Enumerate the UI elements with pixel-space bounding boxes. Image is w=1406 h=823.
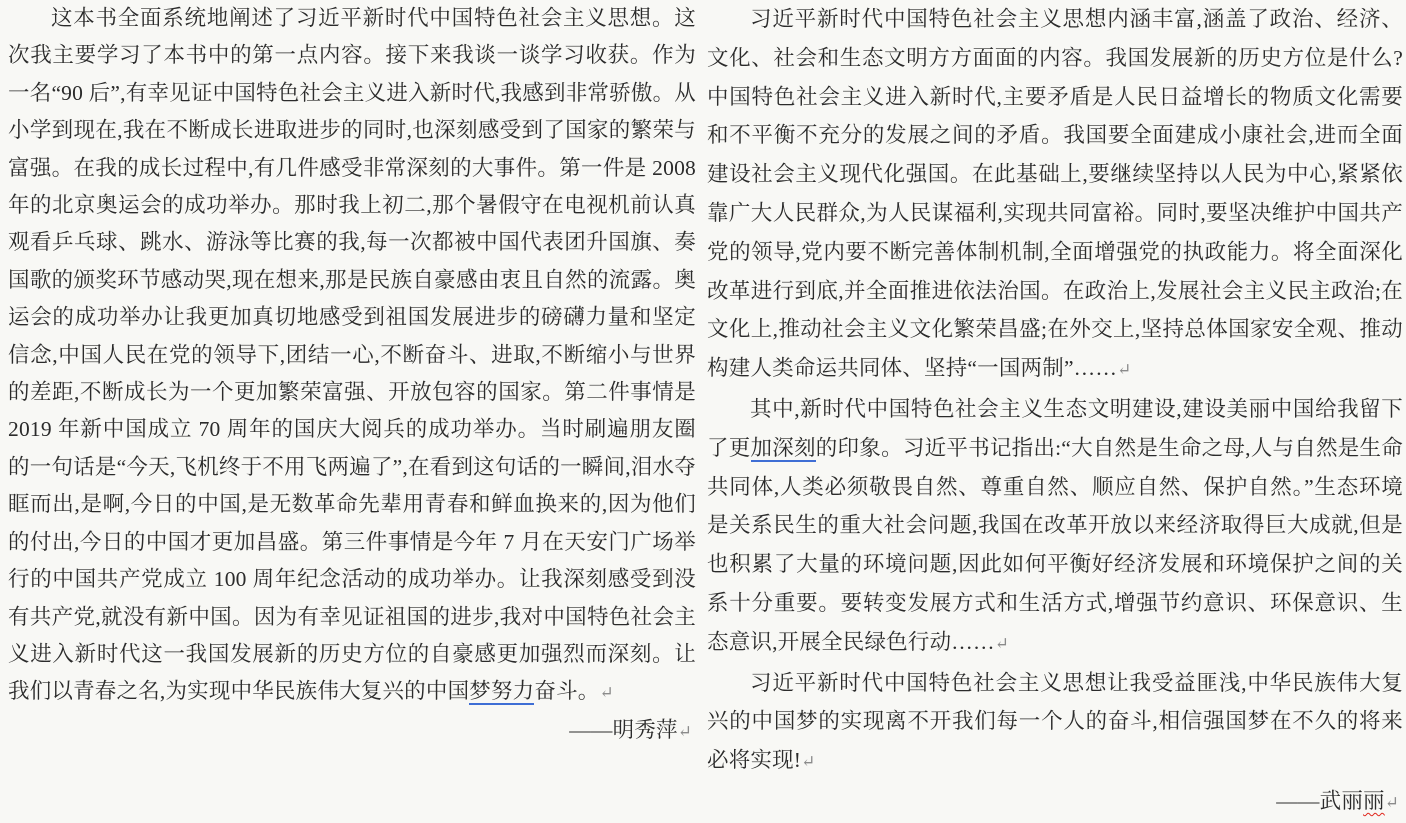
grammar-underlined-text: 梦努力 <box>469 679 535 704</box>
paragraph-mark: ↵ <box>801 752 816 772</box>
signature-line <box>707 782 1403 823</box>
spellcheck-underlined-text: 丽 <box>1363 788 1385 813</box>
paragraph-mark: ↵ <box>599 683 614 703</box>
text-run: 这本书全面系统地阐述了习近平新时代中国特色社会主义思想。这次我主要学习了本书中的第一点内容。接下来我谈一谈学习收获。作为一名“90 后”,有幸见证中国特色社会主义进入新时代,我感到非常骄傲。从小学到现在,我在不断成长进取进步的同时,也深刻感受到了国家的繁荣与富强。在我的成长过程中,有几件感受非常深刻的大事件。第一件是 2008 年的北京奥运会的成功举办。那时我上初二,那个暑假守在电视机前认真观看乒乓球、跳水、游泳等比赛的我,每一次都被中国代表团升国旗、奏国歌的颁奖环节感动哭,现在想来,那是民族自豪感由衷且自然的流露。奥运会的成功举办让我更加真切地感受到祖国发展进步的磅礴力量和坚定信念,中国人民在党的领导下,团结一心,不断奋斗、进取,不断缩小与世界的差距,不断成长为一个更加繁荣富强、开放包容的国家。第二件事情是 2019 年新中国成立 70 周年的国庆大阅兵的成功举办。当时刷遍朋友圈的一句话是“今天,飞机终于不用飞两遍了”,在看到这句话的一瞬间,泪水夺眶而出,是啊,今日的中国,是无数革命先辈用青春和鲜血换来的,因为他们的付出,今日的中国才更加昌盛。第三件事情是今年 7 月在天安门广场举行的中国共产党成立 100 周年纪念活动的成功举办。让我深刻感受到没有共产党,就没有新中国。因为有幸见证祖国的进步,我对中国特色社会主义进入新时代这一我国发展新的历史方位的自豪感更加强烈而深刻。让我们以青春之名,为实现中华民族伟大复兴的中国 <box>8 6 696 704</box>
essay-column-right <box>707 0 1403 823</box>
paragraph-mark: ↵ <box>677 721 692 741</box>
essay-column-left <box>8 0 696 750</box>
paragraph-mark: ↵ <box>1384 792 1399 812</box>
text-run: 奋斗。 <box>534 679 600 704</box>
essay-paragraph <box>707 664 1403 782</box>
paragraph-mark: ↵ <box>1117 360 1132 380</box>
text-run: 的印象。习近平书记指出:“大自然是生命之母,人与自然是生命共同体,人类必须敬畏自然、尊重自然、顺应自然、保护自然。”生态环境是关系民生的重大社会问题,我国在改革开放以来经济取得巨大成就,但是也积累了大量的环境问题,因此如何平衡好经济发展和环境保护之间的关系十分重要。要转变发展方式和生活方式,增强节约意识、环保意识、生态意识,开展全民绿色行动…… <box>707 435 1403 654</box>
essay-paragraph <box>8 0 696 712</box>
text-run: 习近平新时代中国特色社会主义思想内涵丰富,涵盖了政治、经济、文化、社会和生态文明方方面面的内容。我国发展新的历史方位是什么?中国特色社会主义进入新时代,主要矛盾是人民日益增长的物质文化需要和不平衡不充分的发展之间的矛盾。我国要全面建成小康社会,进而全面建设社会主义现代化强国。在此基础上,要继续坚持以人民为中心,紧紧依靠广大人民群众,为人民谋福利,实现共同富裕。同时,要坚决维护中国共产党的领导,党内要不断完善体制机制,全面增强党的执政能力。将全面深化改革进行到底,并全面推进依法治国。在政治上,发展社会主义民主政治;在文化上,推动社会主义文化繁荣昌盛;在外交上,坚持总体国家安全观、推动构建人类命运共同体、坚持“一国两制”…… <box>707 7 1403 381</box>
text-run: ——武丽 <box>1276 788 1364 813</box>
text-run: 习近平新时代中国特色社会主义思想让我受益匪浅,中华民族伟大复兴的中国梦的实现离不开我们每一个人的奋斗,相信强国梦在不久的将来必将实现! <box>707 670 1403 773</box>
signature-line <box>8 712 696 750</box>
paragraph-mark: ↵ <box>994 633 1009 653</box>
text-run: ——明秀萍 <box>569 717 678 742</box>
essay-paragraph <box>707 390 1403 664</box>
text-run: 其中,新时代中国特色社会主义生态文明建设,建设美丽中国给我留下了更 <box>707 396 1403 460</box>
essay-paragraph <box>707 0 1403 390</box>
grammar-underlined-text: 加深刻 <box>750 435 816 460</box>
